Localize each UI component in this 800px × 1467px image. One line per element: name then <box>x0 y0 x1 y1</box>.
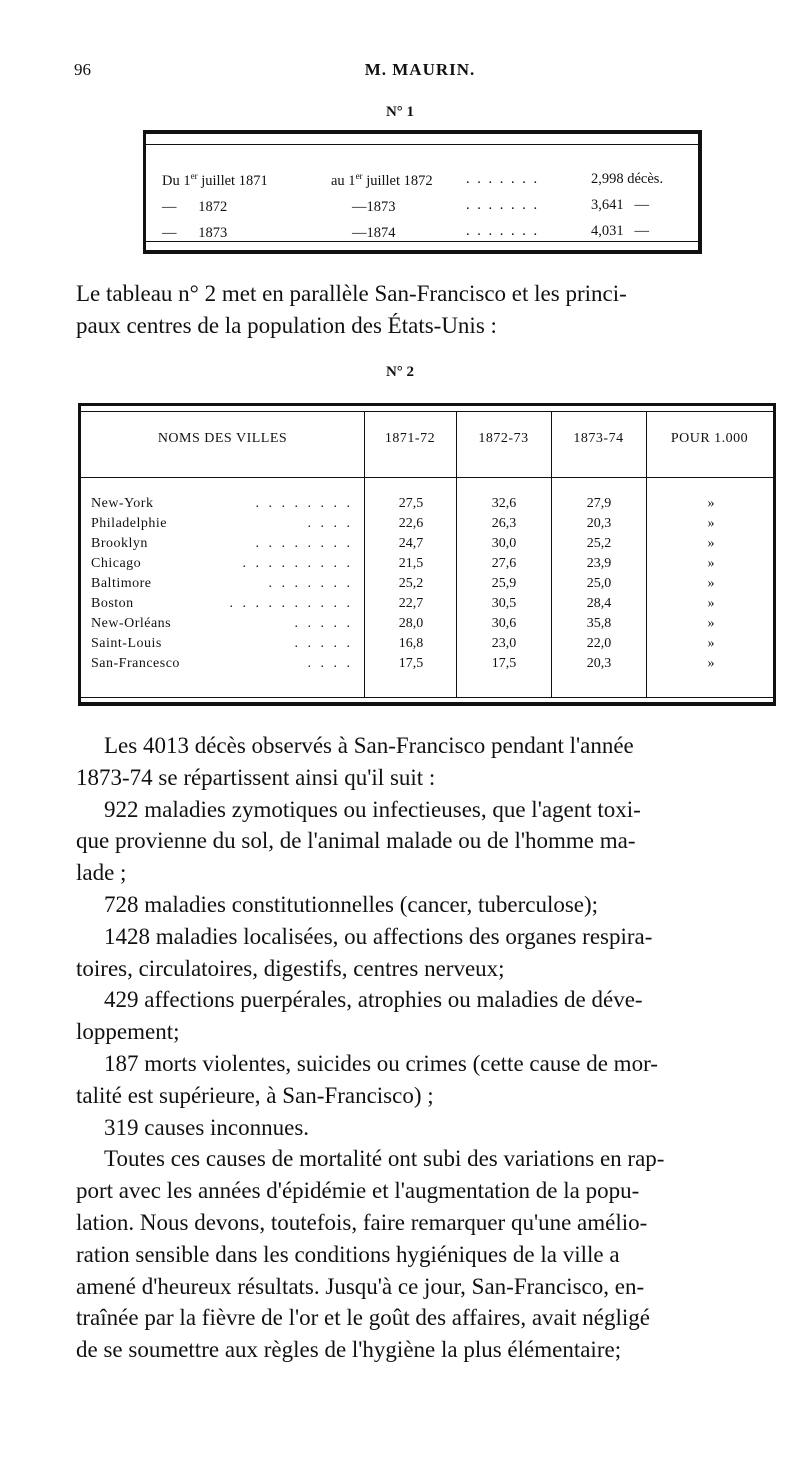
leader-dots: . . . . . . . <box>268 576 353 591</box>
leader-dots: . . . . . . . . <box>255 536 353 551</box>
body-line-text: 728 maladies constitutionnelles (cancer, tuberculose); <box>104 892 599 917</box>
body-line <box>76 765 776 791</box>
rate-1873-74: 20,3 <box>586 656 612 671</box>
rate-per-1000: » <box>707 636 715 651</box>
rate-per-1000: » <box>707 596 715 611</box>
body-line-text: toires, circulatoires, digestifs, centres nerveux; <box>76 955 505 981</box>
table1-row <box>146 171 701 193</box>
rate-1871-72: 21,5 <box>398 556 424 571</box>
city-row <box>81 616 773 636</box>
city-name: New-York <box>91 496 154 511</box>
author-name: M. MAURIN. <box>364 60 476 79</box>
col-header-1871: 1871-72 <box>384 431 436 446</box>
city-name: San-Francesco <box>91 656 180 671</box>
rate-1872-73: 17,5 <box>491 656 517 671</box>
body-line-text: de se soumettre aux règles de l'hygiène la plus élémentaire; <box>76 1337 622 1363</box>
leader-dots: . . . . <box>307 656 353 671</box>
leader-dots: . . . . . . . <box>466 171 540 187</box>
city-row <box>81 656 773 676</box>
rate-1872-73: 26,3 <box>491 516 517 531</box>
intro-text-1: Le tableau n° 2 met en parallèle San-Francisco et les princi- <box>76 281 627 306</box>
body-line <box>76 860 776 886</box>
rate-1871-72: 17,5 <box>398 656 424 671</box>
deaths-value: 3,641 — <box>591 197 649 213</box>
body-line-text: traînée par la fièvre de l'or et le goût des affaires, avait négligé <box>76 1305 650 1331</box>
body-line <box>76 1305 776 1331</box>
rate-1873-74: 28,4 <box>586 596 612 611</box>
rate-1873-74: 22,0 <box>586 636 612 651</box>
col-header-1872: 1872-73 <box>478 431 529 446</box>
rate-per-1000: » <box>707 516 715 531</box>
city-name: Saint-Louis <box>91 636 162 651</box>
rate-1871-72: 27,5 <box>398 496 424 511</box>
body-line-text: Toutes ces causes de mortalité ont subi des variations en rap- <box>104 1146 665 1172</box>
city-name: Boston <box>91 596 134 611</box>
body-line <box>76 1242 776 1268</box>
city-name: Baltimore <box>91 576 152 591</box>
body-line-text: 1428 maladies localisées, ou affections des organes respira- <box>104 923 653 949</box>
body-line-text: 429 affections puerpérales, atrophies ou maladies de déve- <box>104 987 643 1013</box>
body-line-text: loppement; <box>76 1019 180 1045</box>
body-line <box>104 1051 776 1077</box>
table2-label: N° 2 <box>385 364 415 380</box>
rate-1872-73: 30,6 <box>491 616 517 631</box>
table1-label: N° 1 <box>385 104 415 120</box>
col-header-city: NOMS DES VILLES <box>157 431 288 446</box>
rate-1871-72: 22,7 <box>398 596 424 611</box>
col-header-per-1000: POUR 1.000 <box>670 431 749 446</box>
city-name: Brooklyn <box>91 536 148 551</box>
body-line-text: 187 morts violentes, suicides ou crimes (cette cause de mor- <box>104 1051 658 1076</box>
rate-1871-72: 16,8 <box>398 636 424 651</box>
body-line-text: Les 4013 décès observés à San-Francisco pendant l'année <box>104 733 634 758</box>
city-row <box>81 556 773 576</box>
city-row <box>81 516 773 536</box>
body-line-text: amené d'heureux résultats. Jusqu'à ce jour, San-Francisco, en- <box>76 1273 645 1299</box>
leader-dots: . . . . . . . . . . <box>229 596 353 611</box>
body-line <box>76 1337 776 1363</box>
city-name: Philadelphie <box>91 516 167 531</box>
body-line-text: lation. Nous devons, toutefois, faire remarquer qu'une amélio- <box>76 1210 648 1235</box>
rate-per-1000: » <box>707 656 715 671</box>
body-line <box>76 956 776 982</box>
rate-1872-73: 27,6 <box>491 556 517 571</box>
body-line-text: talité est supérieure, à San-Francisco) ; <box>76 1082 434 1108</box>
body-line-text: 922 maladies zymotiques ou infectieuses, que l'agent toxi- <box>104 796 641 822</box>
leader-dots: . . . . . <box>294 616 353 631</box>
rate-1872-73: 30,5 <box>491 596 517 611</box>
body-line <box>104 987 776 1013</box>
intro-line-2 <box>76 313 776 339</box>
rate-per-1000: » <box>707 556 715 571</box>
table1-row <box>146 197 701 219</box>
rate-1871-72: 24,7 <box>398 536 424 551</box>
body-line-text: lade ; <box>76 860 127 886</box>
rate-1873-74: 35,8 <box>586 616 612 631</box>
city-row <box>81 576 773 596</box>
body-line <box>104 892 776 918</box>
rate-per-1000: » <box>707 616 715 631</box>
rate-1872-73: 30,0 <box>491 536 517 551</box>
body-line-text: 319 causes inconnues. <box>104 1114 310 1140</box>
period-from: — 1873 <box>162 224 228 241</box>
city-row <box>81 496 773 516</box>
deaths-value: 4,031 — <box>591 223 649 239</box>
running-head <box>70 60 770 90</box>
body-line <box>104 1115 776 1141</box>
leader-dots: . . . . . . . . . <box>242 556 353 571</box>
city-row <box>81 596 773 616</box>
period-from: — 1872 <box>162 198 228 215</box>
period-from: Du 1er juillet 1871 <box>162 171 268 189</box>
rate-1873-74: 25,2 <box>586 536 612 551</box>
leader-dots: . . . . . . . <box>466 197 540 213</box>
intro-line-1 <box>76 281 776 307</box>
deaths-value: 2,998 décès. <box>591 171 664 187</box>
rate-per-1000: » <box>707 496 715 511</box>
rate-per-1000: » <box>707 536 715 551</box>
rate-1873-74: 23,9 <box>586 556 612 571</box>
body-line-text: ration sensible dans les conditions hygiéniques de la ville a <box>76 1241 620 1267</box>
period-mid: —1874 <box>352 224 396 241</box>
body-line-text: port avec les années d'épidémie et l'augmentation de la popu- <box>76 1178 640 1204</box>
rate-1871-72: 25,2 <box>398 576 424 591</box>
table1-row <box>146 223 701 245</box>
body-line <box>76 1210 776 1236</box>
body-line <box>104 1146 776 1172</box>
body-line <box>76 1019 776 1045</box>
rate-1873-74: 25,0 <box>586 576 612 591</box>
body-line <box>104 924 776 950</box>
body-line <box>104 733 776 759</box>
rate-1872-73: 23,0 <box>491 636 517 651</box>
leader-dots: . . . . . <box>294 636 353 651</box>
leader-dots: . . . . . . . <box>466 223 540 239</box>
body-line <box>104 797 776 823</box>
page-number: 96 <box>74 60 91 79</box>
table2 <box>78 403 776 706</box>
city-row <box>81 536 773 556</box>
leader-dots: . . . . . . . . <box>255 496 353 511</box>
city-name: New-Orléans <box>91 616 172 631</box>
period-mid: —1873 <box>352 198 396 215</box>
rate-1872-73: 32,6 <box>491 496 517 511</box>
col-header-1873: 1873-74 <box>573 431 624 446</box>
table1 <box>143 130 702 254</box>
rate-1872-73: 25,9 <box>491 576 517 591</box>
city-row <box>81 636 773 656</box>
body-line <box>76 828 776 854</box>
rate-1873-74: 27,9 <box>586 496 612 511</box>
leader-dots: . . . . <box>307 516 353 531</box>
body-line <box>76 1178 776 1204</box>
rate-1871-72: 22,6 <box>398 516 424 531</box>
city-name: Chicago <box>91 556 142 571</box>
body-line <box>76 1083 776 1109</box>
rate-1871-72: 28,0 <box>398 616 424 631</box>
rate-1873-74: 20,3 <box>586 516 612 531</box>
intro-text-2: paux centres de la population des États-Unis : <box>76 313 497 338</box>
body-line-text: que provienne du sol, de l'animal malade ou de l'homme ma- <box>76 828 636 854</box>
body-line <box>76 1274 776 1300</box>
period-mid: au 1er juillet 1872 <box>331 171 433 189</box>
body-line-text: 1873-74 se répartissent ainsi qu'il suit : <box>76 764 436 790</box>
rate-per-1000: » <box>707 576 715 591</box>
